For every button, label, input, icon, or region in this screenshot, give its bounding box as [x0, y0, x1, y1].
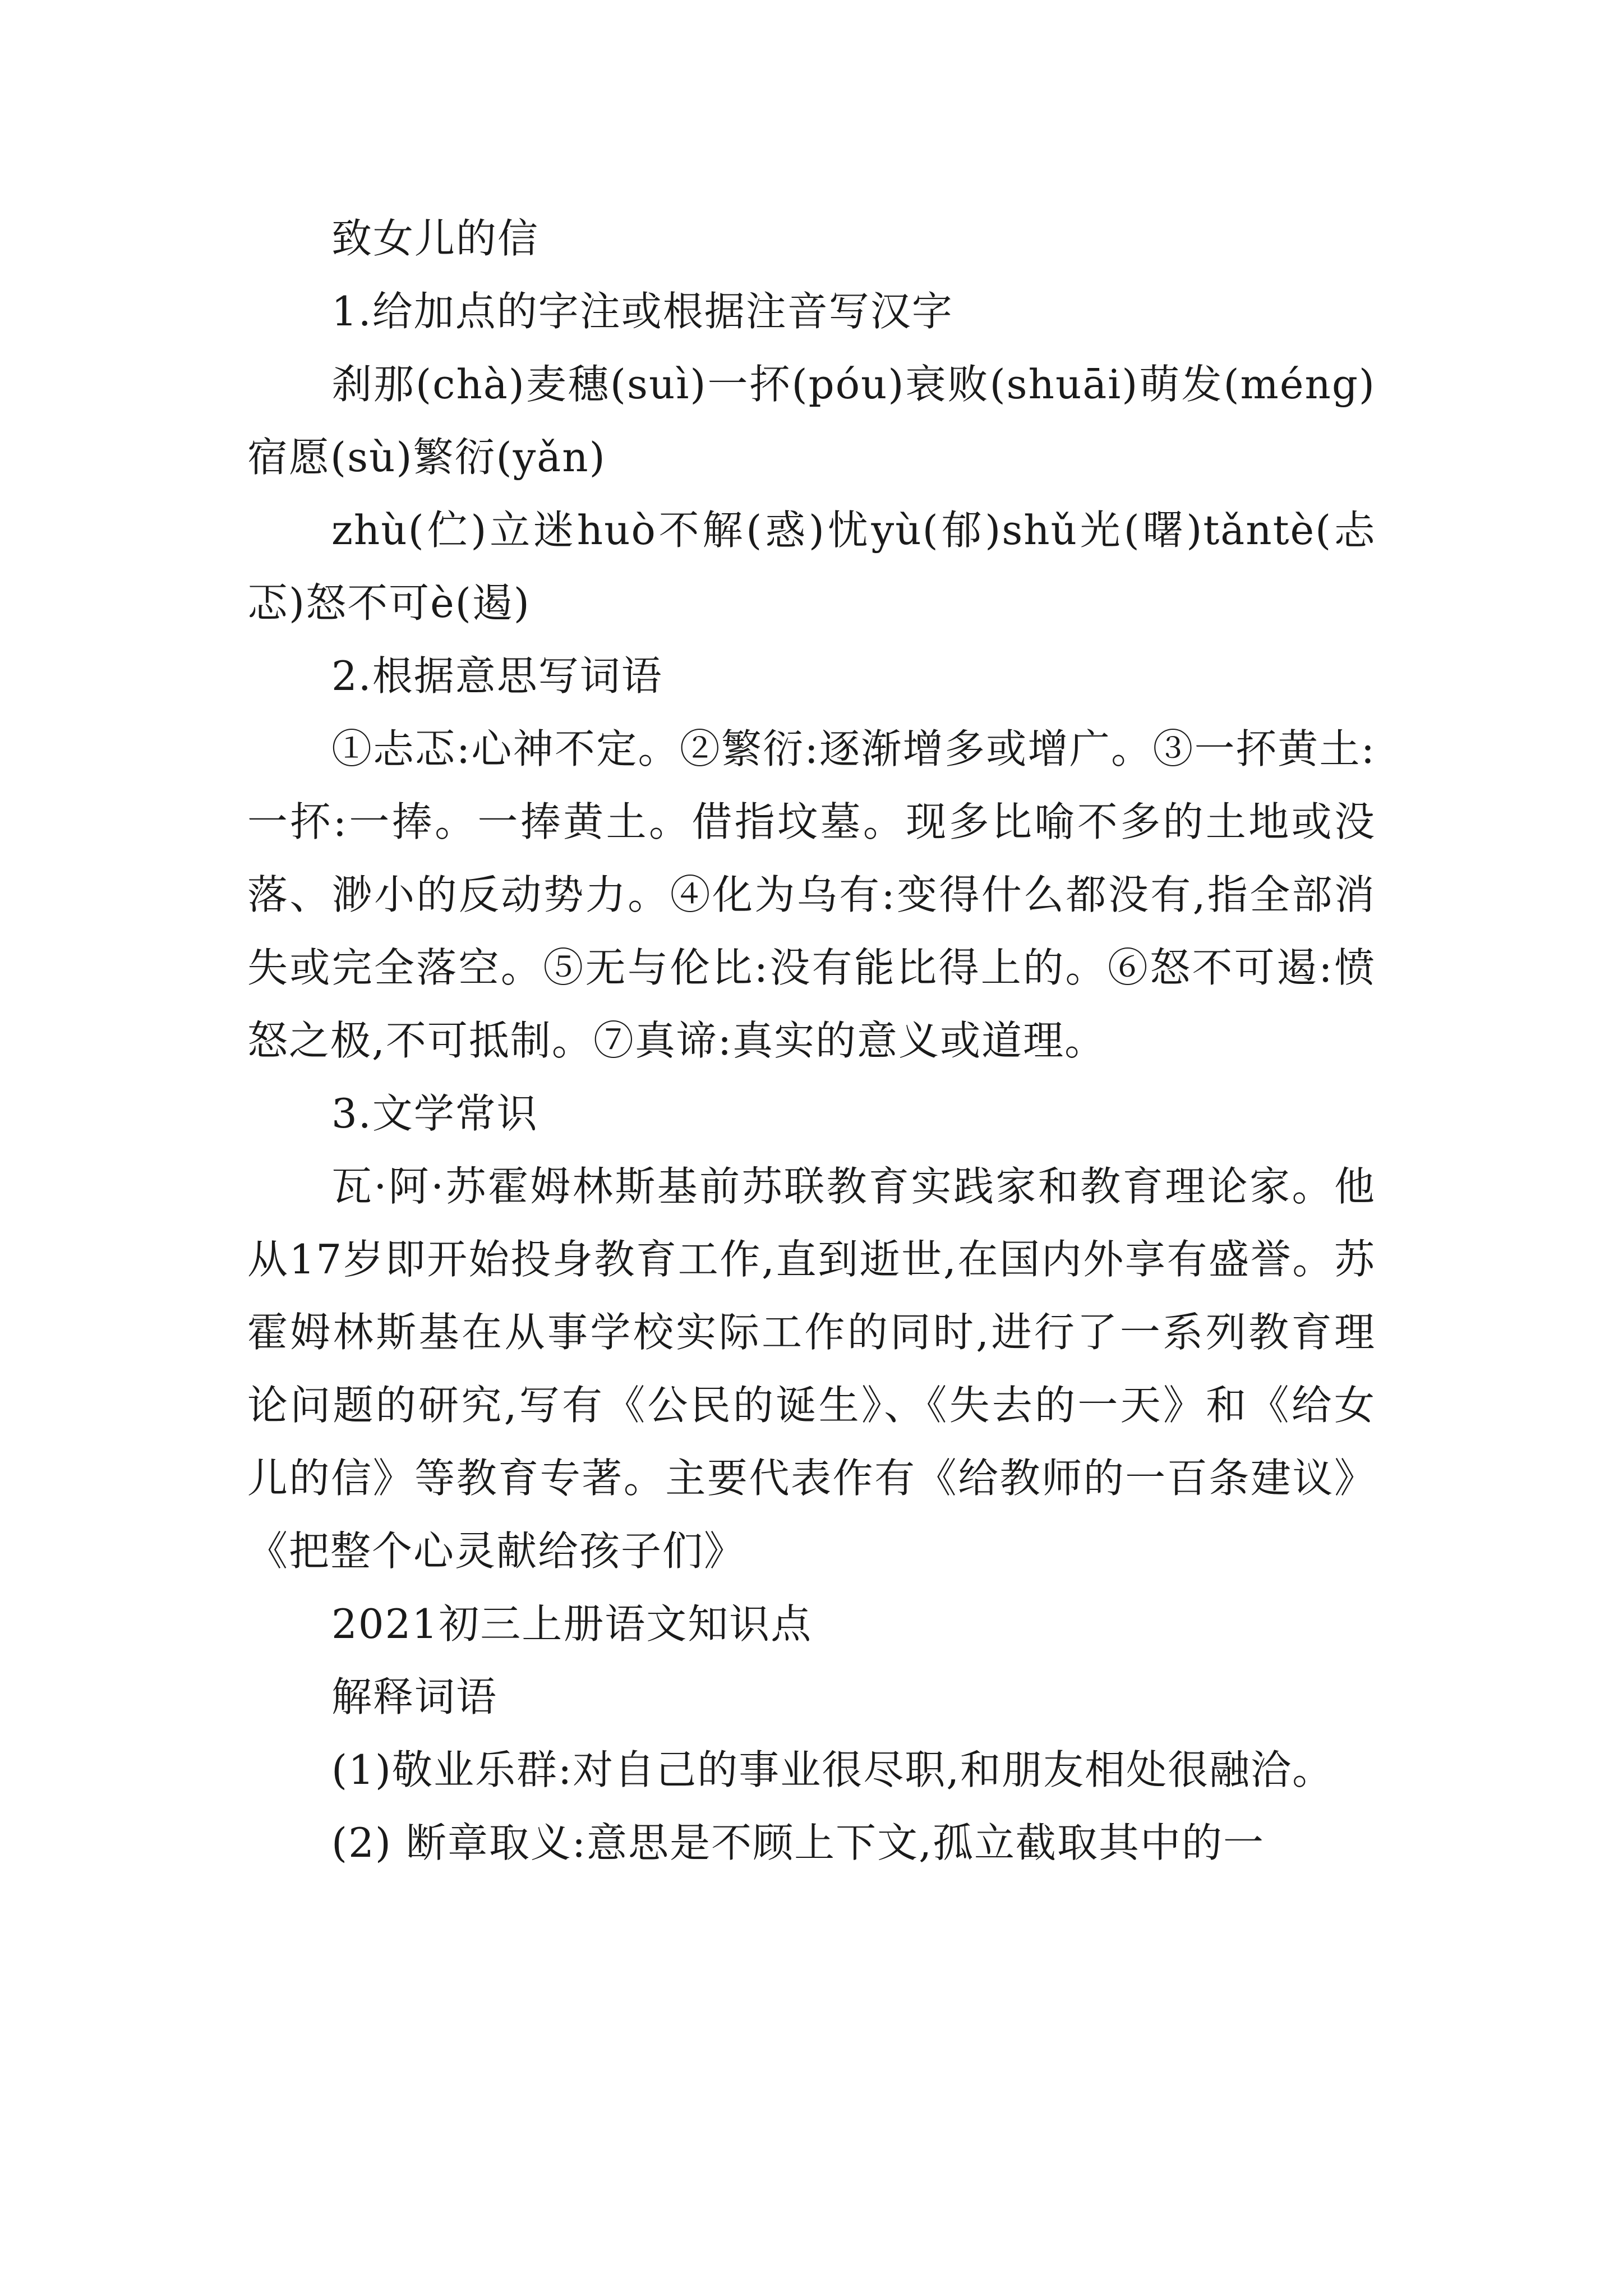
question-3-heading: 3.文学常识 [331, 1090, 538, 1137]
question-1-pinyin-line-1: 刹那(chà)麦穗(suì)一抔(póu)衰败(shuāi)萌发(méng)宿愿(sù)繁衍(yǎn) [247, 361, 1376, 481]
section-2-title: 2021初三上册语文知识点 [331, 1600, 813, 1648]
section-2-subheading: 解释词语 [331, 1673, 498, 1720]
document-title: 致女儿的信 [331, 215, 540, 262]
question-1-heading: 1.给加点的字注或根据注音写汉字 [331, 288, 953, 335]
question-2-body: ①忐忑:心神不定。②繁衍:逐渐增多或增广。③一抔黄土:一抔:一捧。一捧黄土。借指坟墓。现多比喻不多的土地或没落、渺小的反动势力。④化为乌有:变得什么都没有,指全部消失或完全落空。⑤无与伦比:没有能比得上的。⑥怒不可遏:愤怒之极,不可抵制。⑦真谛:真实的意义或道理。 [247, 725, 1376, 1064]
question-3-body: 瓦·阿·苏霍姆林斯基前苏联教育实践家和教育理论家。他从17岁即开始投身教育工作,直到逝世,在国内外享有盛誉。苏霍姆林斯基在从事学校实际工作的同时,进行了一系列教育理论问题的研究,写有《公民的诞生》、《失去的一天》和《给女儿的信》等教育专著。主要代表作有《给教师的一百条建议》《把整个心灵献给孩子们》 [247, 1163, 1376, 1575]
definition-item-1: (1)敬业乐群:对自己的事业很尽职,和朋友相处很融洽。 [331, 1746, 1334, 1793]
question-1-pinyin-line-2: zhù(伫)立迷huò不解(惑)忧yù(郁)shǔ光(曙)tǎntè(忐忑)怒不可è(遏) [247, 507, 1376, 627]
definition-item-2: (2) 断章取义:意思是不顾上下文,孤立截取其中的一 [331, 1819, 1265, 1866]
question-2-heading: 2.根据意思写词语 [331, 652, 663, 700]
document-body [247, 202, 1376, 1879]
